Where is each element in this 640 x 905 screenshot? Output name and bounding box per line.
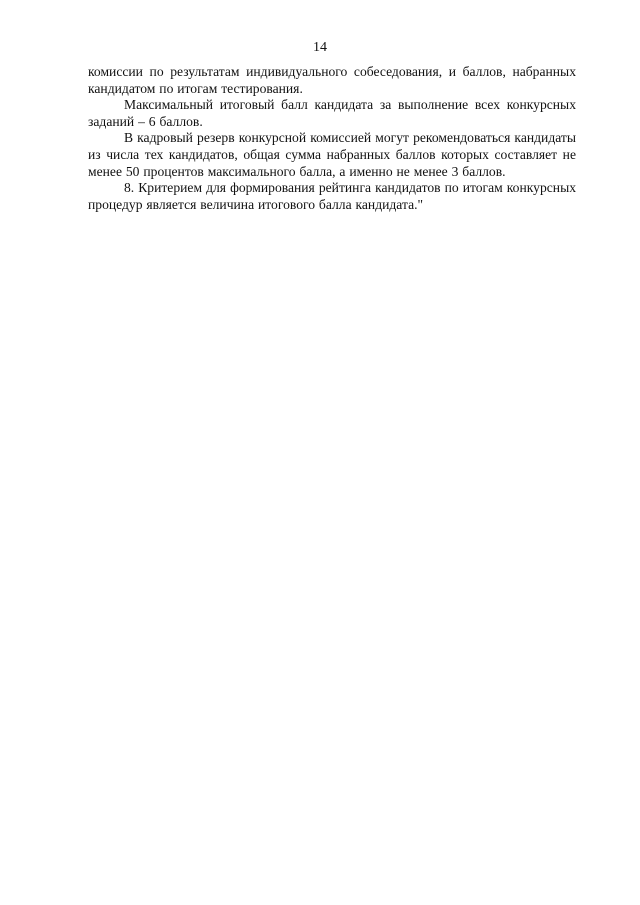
document-body: [88, 64, 576, 213]
paragraph-personnel-reserve: В кадровый резерв конкурсной комиссией могут рекомендоваться кандидаты из числа тех кандидатов, общая сумма набранных баллов которых составляет не менее 50 процентов максимального балла, а именно не менее 3 баллов.: [88, 130, 576, 179]
paragraph-max-score: Максимальный итоговый балл кандидата за выполнение всех конкурсных заданий – 6 баллов.: [88, 97, 576, 129]
page-number: 14: [313, 40, 327, 55]
paragraph-continuation: комиссии по результатам индивидуального собеседования, и баллов, набранных кандидатом по итогам тестирования.: [88, 64, 576, 96]
paragraph-rating-criterion: 8. Критерием для формирования рейтинга кандидатов по итогам конкурсных процедур является величина итогового балла кандидата.": [88, 180, 576, 212]
